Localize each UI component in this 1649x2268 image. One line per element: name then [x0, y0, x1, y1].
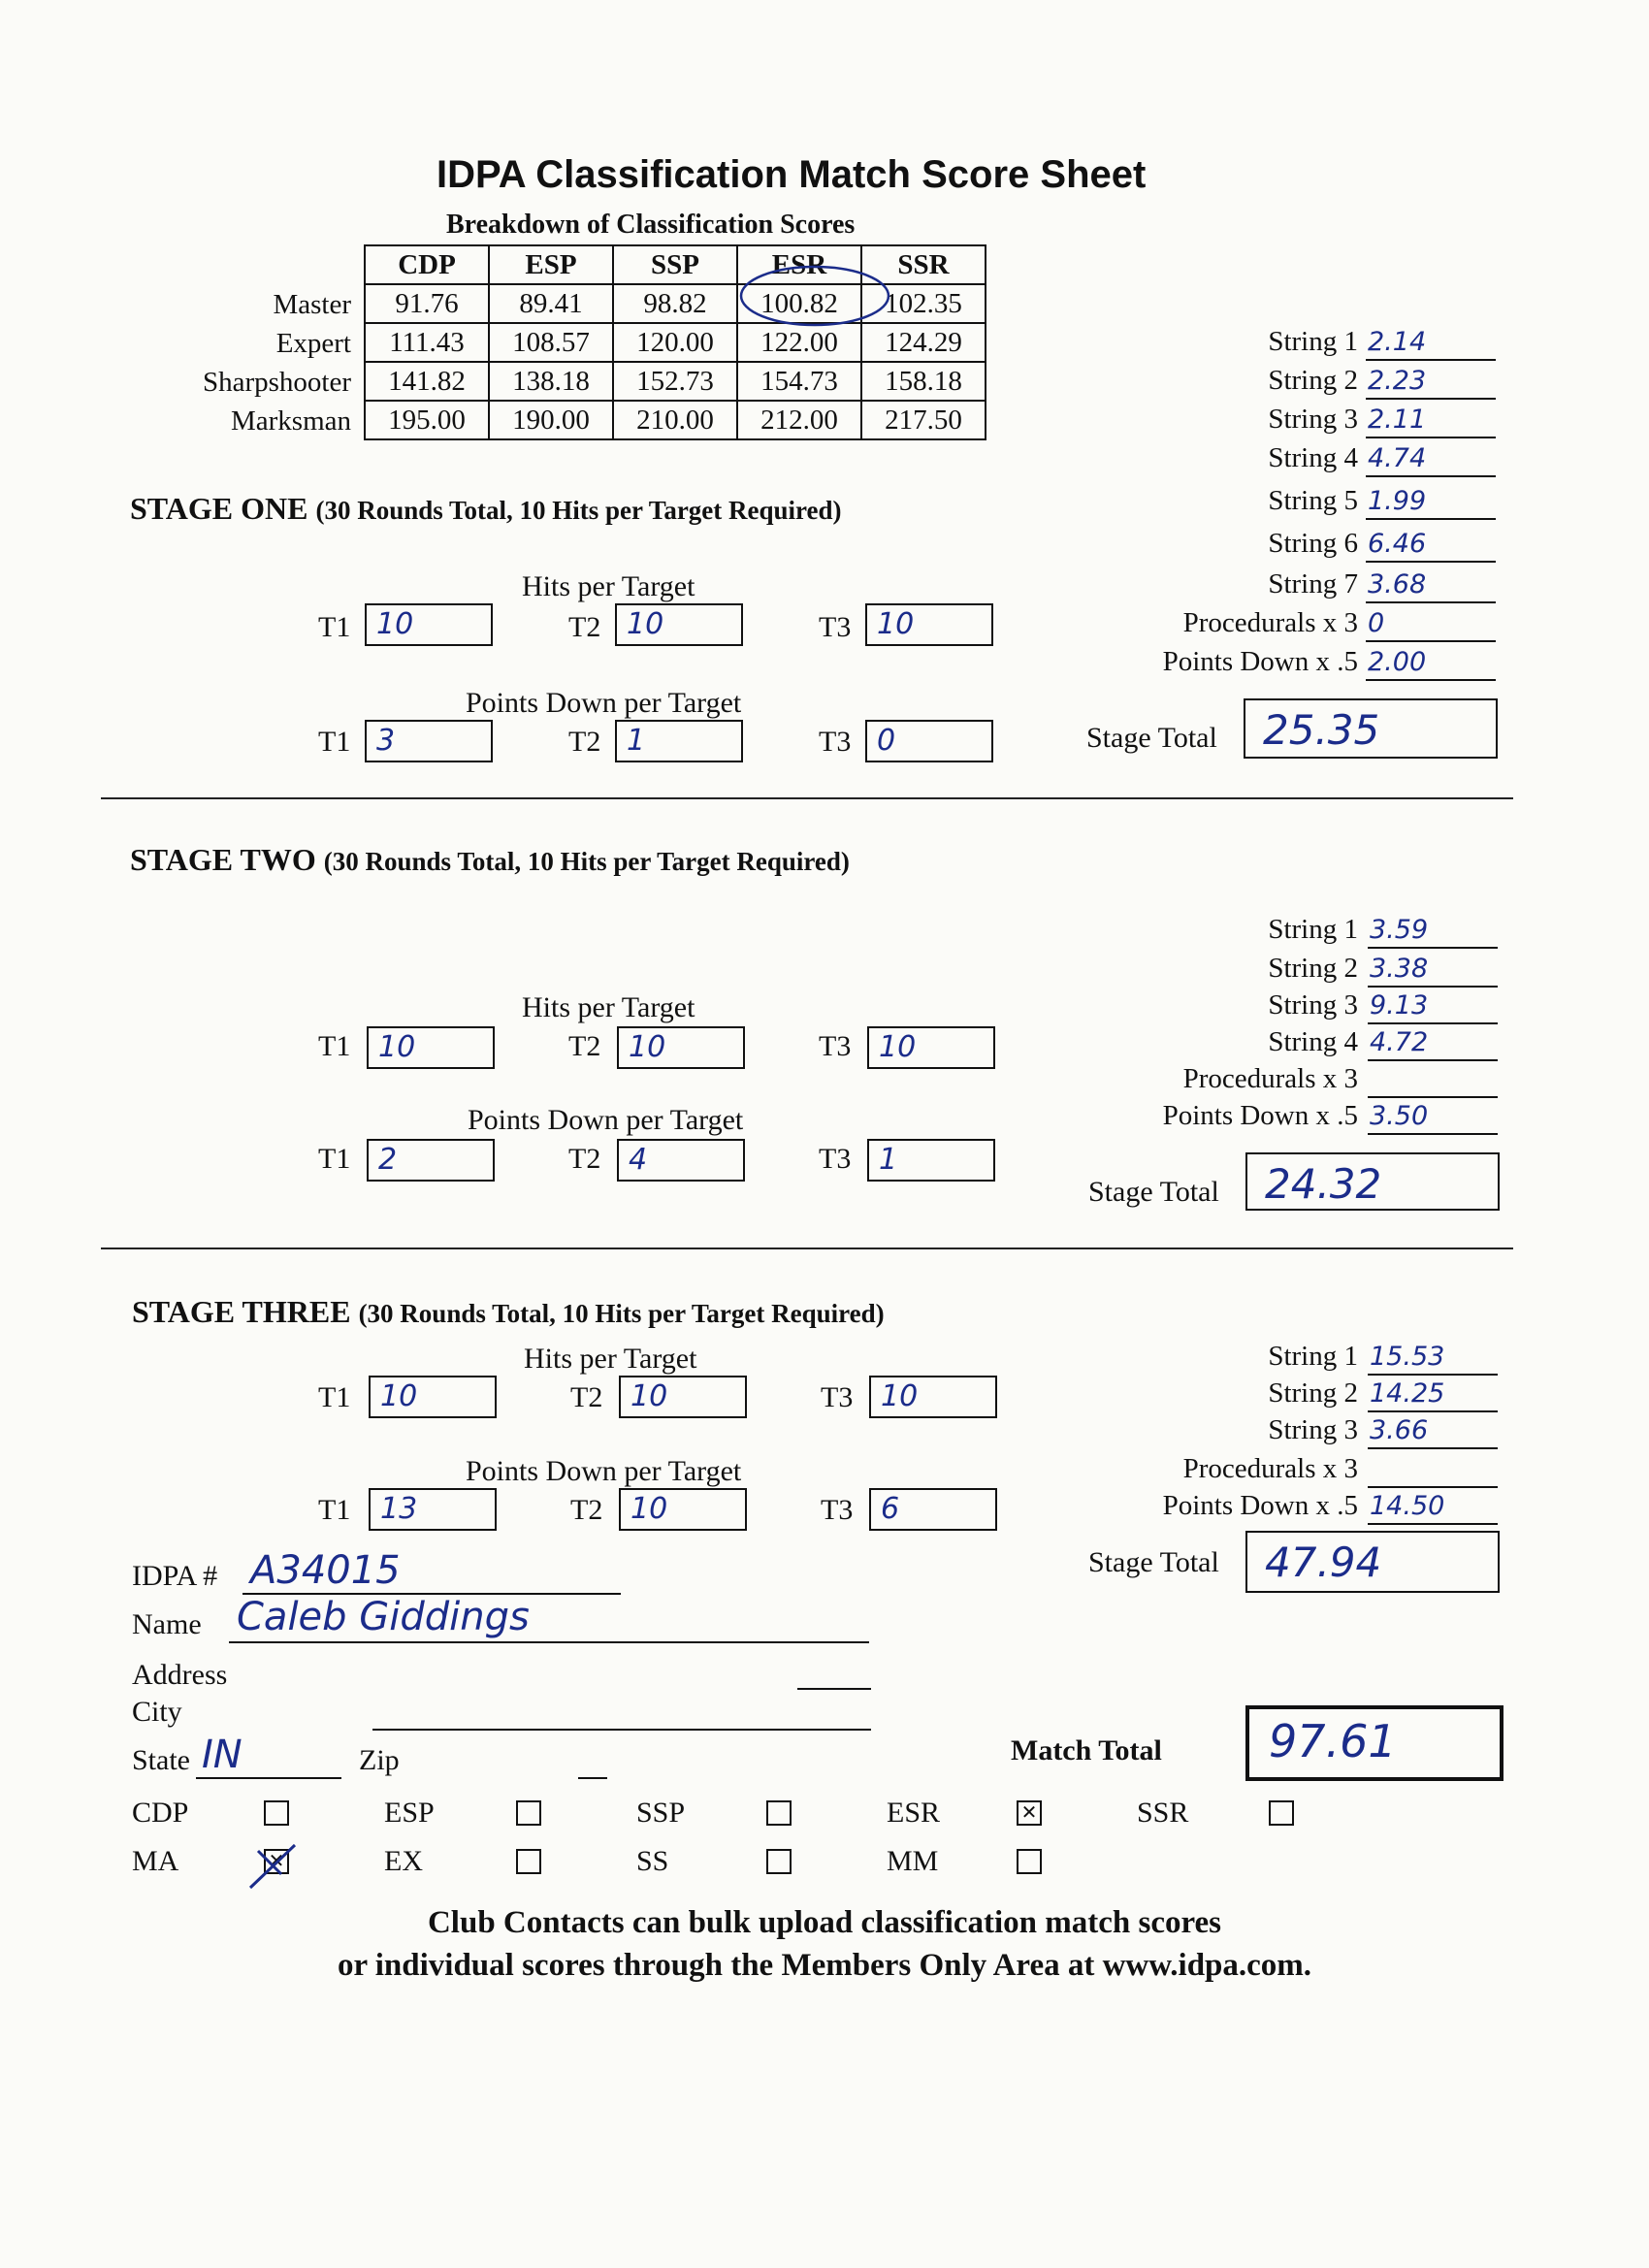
stage-three-hits-t2-value: 10	[630, 1379, 668, 1413]
stage-one-points-t2[interactable]	[615, 720, 743, 762]
col-ssp: SSP	[613, 245, 737, 284]
stage-three-points-down-value: 14.50	[1370, 1491, 1445, 1521]
stage-two-string-field[interactable]	[1368, 988, 1498, 1024]
stage-one-string-field[interactable]	[1366, 440, 1496, 477]
idpa-number-value: A34015	[250, 1548, 401, 1593]
stage-three-total-value: 47.94	[1265, 1539, 1382, 1586]
stage-one-points-t2-value: 1	[627, 724, 646, 758]
stage-three-points-down-label: Points Down x .5	[1162, 1490, 1358, 1521]
stage-one-hits-t1-label: T1	[318, 611, 351, 643]
stage-one-hits-label: Hits per Target	[522, 570, 695, 602]
table-cell: 122.00	[737, 323, 861, 362]
stage-one-string-value: 2.14	[1368, 327, 1427, 357]
stage-three-points-t3-label: T3	[821, 1494, 854, 1526]
table-cell: 154.73	[737, 362, 861, 401]
table-cell: 111.43	[365, 323, 489, 362]
stage-one-string-value: 1.99	[1368, 486, 1427, 516]
divider	[101, 1247, 1513, 1249]
table-cell: 141.82	[365, 362, 489, 401]
table-row	[365, 362, 986, 401]
table-cell: 91.76	[365, 284, 489, 323]
stage-one-string-label: String 1	[1268, 326, 1358, 357]
stage-two-hits-t1-label: T1	[318, 1030, 351, 1062]
stage-two-total-value: 24.32	[1265, 1160, 1382, 1208]
zip-field[interactable]	[578, 1746, 607, 1779]
stage-three-hits-t1[interactable]	[369, 1376, 497, 1418]
address-field[interactable]	[797, 1659, 871, 1690]
stage-two-desc: (30 Rounds Total, 10 Hits per Target Required)	[323, 847, 850, 876]
class-checkbox-ma[interactable]: ✕	[264, 1849, 289, 1874]
stage-three-string-value: 14.25	[1370, 1378, 1445, 1409]
stage-one-string-value: 2.23	[1368, 366, 1427, 396]
stage-one-procedurals-field[interactable]	[1366, 605, 1496, 642]
stage-two-name: STAGE TWO	[130, 842, 316, 877]
stage-three-hits-t2[interactable]	[619, 1376, 747, 1418]
row-label-marksman: Marksman	[230, 405, 351, 437]
row-label-master: Master	[273, 289, 351, 320]
stage-two-hits-t1[interactable]	[367, 1026, 495, 1069]
stage-one-string-label: String 5	[1268, 485, 1358, 516]
divider	[101, 797, 1513, 799]
stage-two-string-field[interactable]	[1368, 912, 1498, 949]
stage-three-procedurals-field[interactable]	[1368, 1451, 1498, 1488]
stage-three-hits-t3[interactable]	[869, 1376, 997, 1418]
stage-two-points-t3-value: 1	[879, 1143, 898, 1177]
footer-line-2: or individual scores through the Members Only Area at www.idpa.com.	[337, 1948, 1312, 1983]
zip-label: Zip	[359, 1744, 400, 1776]
class-label-ma: MA	[132, 1845, 179, 1877]
table-row	[365, 323, 986, 362]
stage-one-string-label: String 6	[1268, 528, 1358, 559]
stage-three-string-value: 15.53	[1370, 1342, 1445, 1372]
division-checkbox-esp[interactable]	[516, 1800, 541, 1826]
state-field[interactable]	[196, 1733, 341, 1779]
classification-subtitle: Breakdown of Classification Scores	[446, 210, 856, 240]
stage-one-string-label: String 7	[1268, 568, 1358, 599]
stage-one-hits-t1-value: 10	[376, 607, 414, 641]
stage-one-hits-t2-value: 10	[627, 607, 664, 641]
stage-one-string-field[interactable]	[1366, 483, 1496, 520]
stage-three-string-label: String 2	[1268, 1377, 1358, 1409]
stage-two-total-label: Stage Total	[1088, 1176, 1219, 1208]
class-checkbox-ex[interactable]	[516, 1849, 541, 1874]
table-cell: 158.18	[861, 362, 986, 401]
stage-one-hits-t2[interactable]	[615, 603, 743, 646]
footer-line-1: Club Contacts can bulk upload classification match scores	[427, 1905, 1222, 1940]
stage-one-string-value: 2.11	[1368, 405, 1427, 435]
table-cell: 210.00	[613, 401, 737, 439]
idpa-number-field[interactable]	[242, 1550, 621, 1595]
class-label-ss: SS	[636, 1845, 669, 1877]
idpa-number-label: IDPA #	[132, 1560, 218, 1592]
table-cell: 120.00	[613, 323, 737, 362]
stage-three-hits-t3-value: 10	[881, 1379, 919, 1413]
stage-two-hits-label: Hits per Target	[522, 991, 695, 1023]
stage-three-points-t2-label: T2	[570, 1494, 603, 1526]
stage-three-hits-t3-label: T3	[821, 1381, 854, 1413]
stage-two-hits-t3-label: T3	[819, 1030, 852, 1062]
stage-three-total-box[interactable]	[1245, 1531, 1500, 1593]
stage-one-total-value: 25.35	[1263, 706, 1380, 754]
stage-one-string-value: 6.46	[1368, 529, 1427, 559]
stage-one-points-t1[interactable]	[365, 720, 493, 762]
stage-two-hits-t3-value: 10	[879, 1030, 917, 1064]
stage-three-points-t2-value: 10	[630, 1492, 668, 1526]
stage-three-points-t3-value: 6	[881, 1492, 900, 1526]
stage-one-total-label: Stage Total	[1086, 722, 1217, 754]
table-cell: 138.18	[489, 362, 613, 401]
class-label-mm: MM	[887, 1845, 939, 1877]
stage-two-points-t2-label: T2	[568, 1143, 601, 1175]
stage-one-hits-t2-label: T2	[568, 611, 601, 643]
stage-one-string-label: String 4	[1268, 442, 1358, 473]
city-field[interactable]	[372, 1698, 871, 1731]
col-ssr: SSR	[861, 245, 986, 284]
stage-two-hits-t2[interactable]	[617, 1026, 745, 1069]
division-checkbox-ssr[interactable]	[1269, 1800, 1294, 1826]
state-label: State	[132, 1744, 190, 1776]
row-label-sharpshooter: Sharpshooter	[202, 367, 351, 398]
division-label-ssr: SSR	[1137, 1797, 1189, 1829]
table-row	[365, 401, 986, 439]
stage-three-string-field[interactable]	[1368, 1339, 1498, 1376]
division-label-esr: ESR	[887, 1797, 941, 1829]
stage-three-name: STAGE THREE	[132, 1294, 351, 1329]
stage-two-points-t3[interactable]	[867, 1139, 995, 1182]
ink-check-mark-icon	[244, 1841, 303, 1894]
name-label: Name	[132, 1608, 202, 1640]
stage-one-hits-t1[interactable]	[365, 603, 493, 646]
stage-two-points-down-field[interactable]	[1368, 1098, 1498, 1135]
stage-one-string-field[interactable]	[1366, 402, 1496, 438]
stage-two-string-value: 4.72	[1370, 1027, 1429, 1057]
stage-one-string-field[interactable]	[1366, 324, 1496, 361]
stage-two-points-t2[interactable]	[617, 1139, 745, 1182]
stage-two-hits-t2-value: 10	[629, 1030, 666, 1064]
stage-one-total-box[interactable]	[1244, 698, 1498, 759]
table-cell: 195.00	[365, 401, 489, 439]
table-row	[365, 284, 986, 323]
stage-two-points-t1-label: T1	[318, 1143, 351, 1175]
stage-three-points-t2[interactable]	[619, 1488, 747, 1531]
match-total-value: 97.61	[1269, 1715, 1397, 1767]
stage-one-points-t3-label: T3	[819, 726, 852, 758]
division-checkbox-cdp[interactable]	[264, 1800, 289, 1826]
stage-three-heading	[132, 1294, 885, 1330]
class-checkbox-ss[interactable]	[766, 1849, 792, 1874]
stage-three-hits-label: Hits per Target	[524, 1343, 697, 1375]
stage-two-string-field[interactable]	[1368, 1024, 1498, 1061]
division-label-cdp: CDP	[132, 1797, 189, 1829]
stage-one-hits-t3-label: T3	[819, 611, 852, 643]
division-label-ssp: SSP	[636, 1797, 686, 1829]
stage-three-desc: (30 Rounds Total, 10 Hits per Target Required)	[358, 1299, 885, 1328]
stage-one-string-label: String 3	[1268, 404, 1358, 435]
table-cell: 212.00	[737, 401, 861, 439]
table-cell: 190.00	[489, 401, 613, 439]
stage-two-points-label: Points Down per Target	[468, 1104, 744, 1136]
stage-three-hits-t1-value: 10	[380, 1379, 418, 1413]
stage-three-points-down-field[interactable]	[1368, 1488, 1498, 1525]
page-title: IDPA Classification Match Score Sheet	[436, 153, 1147, 196]
stage-three-string-field[interactable]	[1368, 1412, 1498, 1449]
stage-two-string-label: String 1	[1268, 914, 1358, 945]
state-value: IN	[202, 1733, 242, 1777]
stage-two-string-label: String 2	[1268, 953, 1358, 984]
row-label-expert: Expert	[275, 328, 351, 359]
stage-three-string-label: String 3	[1268, 1414, 1358, 1445]
stage-two-points-t3-label: T3	[819, 1143, 852, 1175]
stage-one-string-field[interactable]	[1366, 363, 1496, 400]
division-checkbox-ssp[interactable]	[766, 1800, 792, 1826]
stage-two-hits-t2-label: T2	[568, 1030, 601, 1062]
table-cell: 124.29	[861, 323, 986, 362]
stage-one-string-field[interactable]	[1366, 567, 1496, 603]
stage-one-name: STAGE ONE	[130, 491, 308, 526]
stage-two-heading	[130, 842, 850, 878]
stage-three-points-t1-label: T1	[318, 1494, 351, 1526]
stage-three-hits-t2-label: T2	[570, 1381, 603, 1413]
stage-one-points-t1-label: T1	[318, 726, 351, 758]
table-cell: 217.50	[861, 401, 986, 439]
stage-one-points-down-value: 2.00	[1368, 647, 1427, 677]
stage-three-hits-t1-label: T1	[318, 1381, 351, 1413]
stage-one-heading	[130, 491, 842, 527]
stage-two-procedurals-label: Procedurals x 3	[1182, 1063, 1358, 1094]
stage-two-string-label: String 3	[1268, 989, 1358, 1021]
stage-two-string-value: 3.38	[1370, 954, 1429, 984]
stage-two-hits-t1-value: 10	[378, 1030, 416, 1064]
stage-two-points-down-label: Points Down x .5	[1162, 1100, 1358, 1131]
stage-one-points-t3-value: 0	[877, 724, 896, 758]
col-esr: ESR	[737, 245, 861, 284]
stage-one-points-t3[interactable]	[865, 720, 993, 762]
stage-three-total-label: Stage Total	[1088, 1546, 1219, 1578]
stage-one-desc: (30 Rounds Total, 10 Hits per Target Required)	[315, 496, 842, 525]
address-label: Address	[132, 1659, 228, 1691]
stage-one-points-down-label: Points Down x .5	[1162, 646, 1358, 677]
stage-three-string-value: 3.66	[1370, 1415, 1429, 1445]
class-checkbox-mm[interactable]	[1017, 1849, 1042, 1874]
col-esp: ESP	[489, 245, 613, 284]
division-checkbox-esr[interactable]: ✕	[1017, 1800, 1042, 1826]
table-cell: 89.41	[489, 284, 613, 323]
stage-one-points-t2-label: T2	[568, 726, 601, 758]
stage-one-procedurals-value: 0	[1368, 608, 1385, 638]
stage-one-string-value: 3.68	[1368, 569, 1427, 599]
table-cell: 98.82	[613, 284, 737, 323]
stage-two-string-field[interactable]	[1368, 951, 1498, 988]
stage-one-string-field[interactable]	[1366, 526, 1496, 563]
stage-two-total-box[interactable]	[1245, 1152, 1500, 1211]
stage-two-string-value: 3.59	[1370, 915, 1429, 945]
name-value: Caleb Giddings	[237, 1595, 530, 1639]
classification-table	[364, 244, 986, 440]
stage-one-points-label: Points Down per Target	[466, 687, 742, 719]
match-total-label: Match Total	[1011, 1734, 1162, 1766]
stage-two-string-label: String 4	[1268, 1026, 1358, 1057]
stage-two-points-down-value: 3.50	[1370, 1101, 1429, 1131]
stage-three-points-t1-value: 13	[380, 1492, 418, 1526]
stage-three-string-label: String 1	[1268, 1341, 1358, 1372]
stage-two-points-t2-value: 4	[629, 1143, 648, 1177]
col-cdp: CDP	[365, 245, 489, 284]
stage-one-procedurals-label: Procedurals x 3	[1182, 607, 1358, 638]
stage-three-string-field[interactable]	[1368, 1376, 1498, 1412]
stage-one-points-down-field[interactable]	[1366, 644, 1496, 681]
table-cell-circled: 100.82	[737, 284, 861, 323]
city-label: City	[132, 1696, 182, 1728]
stage-three-points-t3[interactable]	[869, 1488, 997, 1531]
stage-two-string-value: 9.13	[1370, 990, 1429, 1021]
table-cell: 152.73	[613, 362, 737, 401]
division-label-esp: ESP	[384, 1797, 435, 1829]
stage-one-hits-t3[interactable]	[865, 603, 993, 646]
stage-three-points-label: Points Down per Target	[466, 1455, 742, 1487]
table-cell: 102.35	[861, 284, 986, 323]
stage-one-hits-t3-value: 10	[877, 607, 915, 641]
stage-two-procedurals-field[interactable]	[1368, 1061, 1498, 1098]
stage-three-points-t1[interactable]	[369, 1488, 497, 1531]
table-header-row	[365, 245, 986, 284]
name-field[interactable]	[229, 1595, 869, 1643]
stage-three-procedurals-label: Procedurals x 3	[1182, 1453, 1358, 1484]
match-total-box[interactable]	[1245, 1705, 1504, 1781]
class-label-ex: EX	[384, 1845, 423, 1877]
stage-two-hits-t3[interactable]	[867, 1026, 995, 1069]
stage-two-points-t1-value: 2	[378, 1143, 398, 1177]
stage-one-string-label: String 2	[1268, 365, 1358, 396]
stage-one-points-t1-value: 3	[376, 724, 396, 758]
stage-one-string-value: 4.74	[1368, 443, 1427, 473]
table-cell: 108.57	[489, 323, 613, 362]
ink-circle-mark	[737, 262, 892, 330]
stage-two-points-t1[interactable]	[367, 1139, 495, 1182]
